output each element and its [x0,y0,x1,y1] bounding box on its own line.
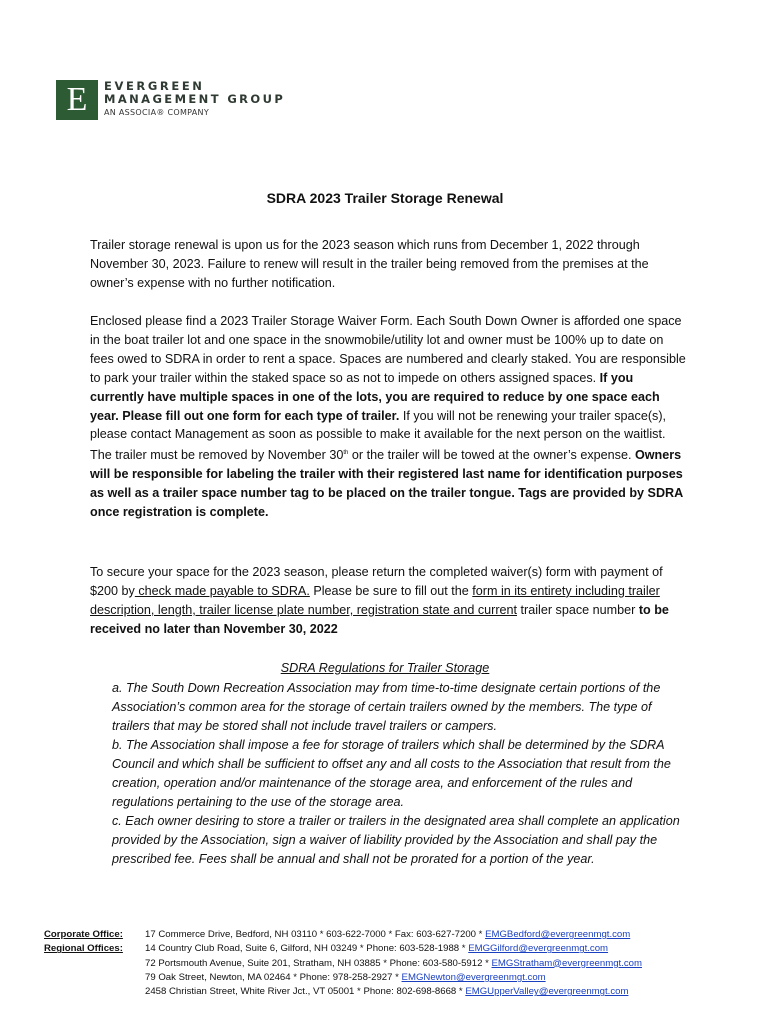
office-line [145,928,642,942]
office-email-link[interactable]: EMGGilford@evergreenmgt.com [468,943,609,955]
payment-text-2: Please be sure to fill out the [309,583,473,598]
footer-labels [44,928,144,957]
waiver-paragraph [90,312,690,522]
office-email-link[interactable]: EMGStratham@evergreenmgt.com [491,957,642,969]
office-address: 79 Oak Street, Newton, MA 02464 * Phone: 978-258-2927 * [145,971,402,983]
waiver-text-2: If you will not be renewing your trailer space(s), please contact Management as soon as possible to make it available for the next person on the waitlist. The trailer must be removed by November 30 [90,408,667,463]
regional-offices-label: Regional Offices: [44,943,123,955]
office-address: 2458 Christian Street, White River Jct., VT 05001 * Phone: 802-698-8668 * [145,986,466,998]
corporate-office-label: Corporate Office: [44,929,123,940]
company-logo [56,80,285,120]
office-address: 14 Country Club Road, Suite 6, Gilford, NH 03249 * Phone: 603-528-1988 * [145,943,469,955]
waiver-sup: th [343,450,349,457]
payment-text-1: To secure your space for the 2023 season, please return the completed waiver(s) form with payment of $200 by [90,565,663,598]
document-title: SDRA 2023 Trailer Storage Renewal [266,190,504,206]
office-email-link[interactable]: EMGBedford@evergreenmgt.com [485,929,631,940]
waiver-bold-1: If you currently have multiple spaces in one of the lots, you are required to reduce by one space each year. Please fill out one form for each type of trailer. [90,370,660,423]
waiver-text-3: or the trailer will be towed at the owner’s expense. [348,448,635,463]
office-address: 72 Portsmouth Avenue, Suite 201, Stratham, NH 03885 * Phone: 603-580-5912 * [145,957,492,969]
waiver-text-1: Enclosed please find a 2023 Trailer Storage Waiver Form. Each South Down Owner is afforded one space in the boat trailer lot and one space in the snowmobile/utility lot and owner must be 100% up to date on fees owed to SDRA in order to rent a space. Spaces are numbered and clearly staked. You are responsible to park your trailer within the staked space so as not to impede on others assigned spaces. [90,314,686,385]
regulation-c: c. Each owner desiring to store a trailer or trailers in the designated area shall complete an application provided by the Association, sign a waiver of liability provided by the Association and shall pay the prescribed fee. Fees shall be annual and shall not be prorated for a portion of the year. [112,814,680,866]
office-line [145,971,642,985]
payment-paragraph [90,563,690,639]
intro-paragraph: Trailer storage renewal is upon us for the 2023 season which runs from December 1, 2022 through November 30, 2023. Failure to renew will result in the trailer being removed from the premises at the owner’s expense with no further notification. [90,238,649,290]
logo-line-1: EVERGREEN [104,79,205,93]
office-email-link[interactable]: EMGNewton@evergreenmgt.com [401,971,546,983]
office-line [145,957,642,971]
payment-deadline: to be received no later than November 30, 2022 [90,602,669,636]
logo-line-2: MANAGEMENT GROUP [104,92,286,106]
regulation-b: b. The Association shall impose a fee for storage of trailers which shall be determined by the SDRA Council and which shall be sufficient to offset any and all costs to the Association that result from the creation, operation and/or maintenance of the storage area, and enforcement of the rules and regulations pertaining to the use of the storage area. [112,738,671,809]
office-address: 17 Commerce Drive, Bedford, NH 03110 * 603-622-7000 * Fax: 603-627-7200 * [145,929,486,940]
regulations-list [112,679,687,869]
waiver-bold-2: Owners will be responsible for labeling the trailer with their registered last name for identification purposes as well as a trailer space number tag to be placed on the trailer tongue. Tags are provided by SDRA once registration is complete. [90,448,683,520]
logo-tagline: AN ASSOCIA® COMPANY [104,108,210,117]
office-list [145,928,642,999]
regulations-title: SDRA Regulations for Trailer Storage [280,661,490,675]
payment-underline-1: check made payable to SDRA. [134,583,310,598]
office-line [145,942,642,956]
logo-wordmark [104,80,285,117]
payment-underline-2: form in its entirety including trailer description, length, trailer license plate number, registration state and current [90,583,660,617]
logo-mark: E [56,80,98,120]
office-email-link[interactable]: EMGUpperValley@evergreenmgt.com [465,986,629,998]
regulation-a: a. The South Down Recreation Association may from time-to-time designate certain portions of the Association’s common area for the storage of certain trailers owned by the members. The type of trailers that may be stored shall not include travel trailers or campers. [112,681,661,733]
office-line [145,985,642,999]
payment-text-3: trailer space number [517,602,639,617]
